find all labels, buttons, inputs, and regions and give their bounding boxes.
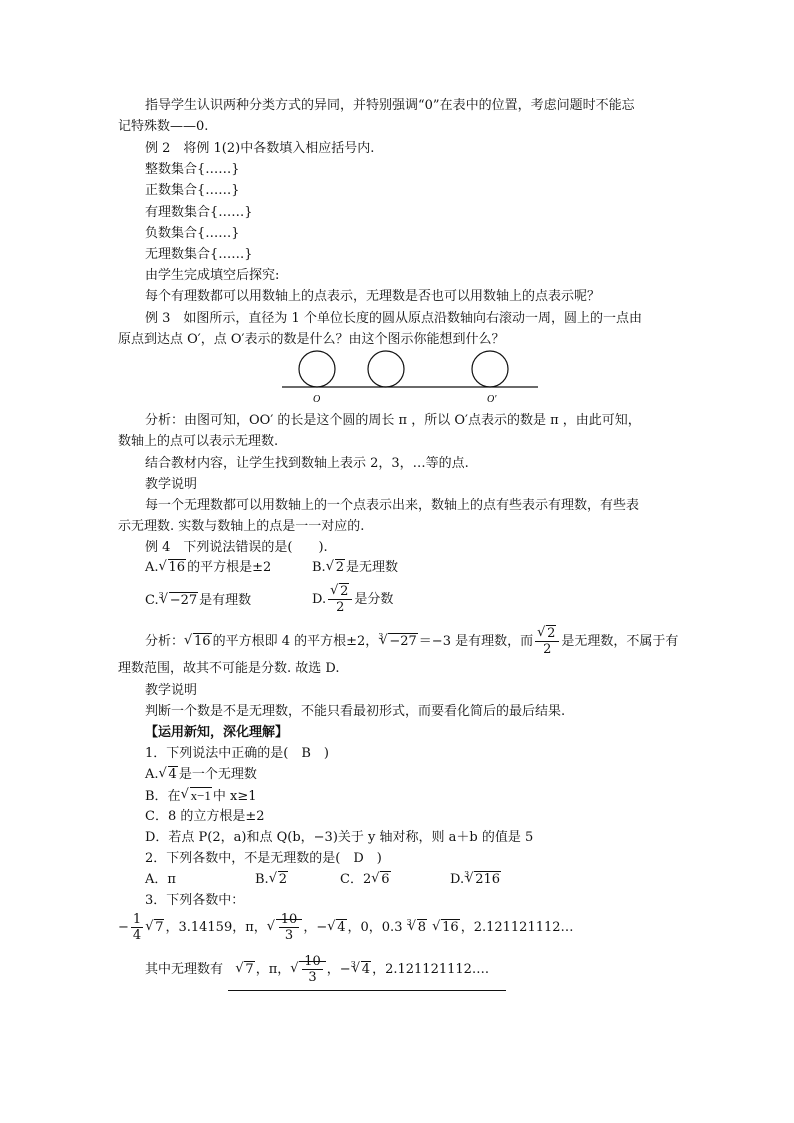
paragraph-4: 结合教材内容，让学生找到数轴上表示 2，3，…等的点. — [145, 456, 469, 471]
set-irrational: 无理数集合{……} — [145, 247, 253, 262]
answer-underline — [228, 990, 506, 991]
set-positive: 正数集合{……} — [145, 183, 240, 198]
q2-option-a: A．π — [145, 872, 176, 887]
analysis-1: 分析：由图可知，OO′ 的长是这个圆的周长 π ，所以 O′点表示的数是 π ，由此可知， — [145, 413, 641, 428]
teaching-note-2: 教学说明 — [145, 683, 198, 698]
circle-end — [472, 351, 508, 387]
option-d: D. √ $\frac{2}{2}$ 是分数 — [312, 580, 393, 620]
q2-option-c: C．2√ 6 — [340, 871, 392, 889]
paragraph-3: 每个有理数都可以用数轴上的点表示，无理数是否也可以用数轴上的点表示呢？ — [145, 289, 601, 304]
question-1: 1．下列说法中正确的是( B ) — [145, 746, 329, 761]
q2-option-d: D.$^3$√ 216 — [450, 871, 502, 890]
label-origin: O — [313, 394, 321, 405]
set-rational: 有理数集合{……} — [145, 205, 253, 220]
set-integer: 整数集合{……} — [145, 162, 240, 177]
q3-number-list: − $\frac{1}{4}$ √ 7 ，3.14159，π， √ $\frac{10}{3}$ ，−√ 4 ，0，0.3 $^3$√ 8 √ 16 ，2.121121112… — [118, 908, 574, 949]
q1-option-b: B．在√ x−1 中 x≥1 — [145, 787, 257, 806]
label-o-prime: O′ — [487, 394, 497, 405]
example-3: 例 3 如图所示，直径为 1 个单位长度的圆从原点沿数轴向右滚动一周，圆上的一点由 — [145, 311, 642, 326]
section-heading: 【运用新知，深化理解】 — [145, 725, 289, 740]
example-2: 例 2 将例 1(2)中各数填入相应括号内. — [145, 141, 375, 156]
circle-middle — [368, 351, 404, 387]
teaching-note-1: 教学说明 — [145, 477, 198, 492]
circle-start — [299, 351, 335, 387]
paragraph-6: 判断一个数是不是无理数，不能只看最初形式，而要看化简后的最后结果. — [145, 704, 566, 719]
example-4: 例 4 下列说法错误的是( ). — [145, 540, 328, 555]
paragraph-1: 指导学生认识两种分类方式的异同，并特别强调“0”在表中的位置，考虑问题时不能忘 — [145, 98, 635, 113]
rolling-circle-figure — [280, 348, 542, 408]
analysis-2: 分析：√ 16 的平方根即 4 的平方根±2，$^3$√ −27 ＝−3 是有理数，而 √ $\frac{2}{2}$ 是无理数，不属于有 — [145, 622, 678, 663]
q3-answer: 其中无理数有 √ 7 ，π， √ $\frac{10}{3}$ ，−$^3$√ 4 ，2.121121112…. — [145, 950, 489, 991]
set-negative: 负数集合{……} — [145, 226, 240, 241]
q2-option-b: B.√ 2 — [255, 871, 289, 889]
question-2: 2．下列各数中，不是无理数的是( D ) — [145, 851, 382, 866]
option-b: B.√ 2 是无理数 — [312, 559, 398, 577]
option-c: C.$^3$√ −27 是有理数 — [145, 592, 251, 611]
q1-option-c: C．8 的立方根是±2 — [145, 809, 265, 824]
example-3-cont: 原点到达点 O′，点 O′表示的数是什么？由这个图示你能想到什么？ — [118, 332, 505, 347]
paragraph-2: 由学生完成填空后探究: — [145, 268, 280, 283]
analysis-1-cont: 数轴上的点可以表示无理数. — [118, 434, 279, 449]
paragraph-5-cont: 示无理数. 实数与数轴上的点是一一对应的. — [118, 519, 365, 534]
paragraph-1-cont: 记特殊数——0. — [118, 119, 209, 134]
paragraph-5: 每一个无理数都可以用数轴上的一个点表示出来，数轴上的点有些表示有理数，有些表 — [145, 498, 640, 513]
q1-option-a: A.√ 4 是一个无理数 — [145, 766, 257, 784]
q1-option-d: D．若点 P(2，a)和点 Q(b，−3)关于 y 轴对称，则 a＋b 的值是 5 — [145, 830, 534, 845]
option-a: A.√ 16 的平方根是±2 — [145, 559, 271, 577]
question-3: 3．下列各数中： — [145, 893, 245, 908]
analysis-2-cont: 理数范围，故其不可能是分数. 故选 D. — [118, 661, 340, 676]
